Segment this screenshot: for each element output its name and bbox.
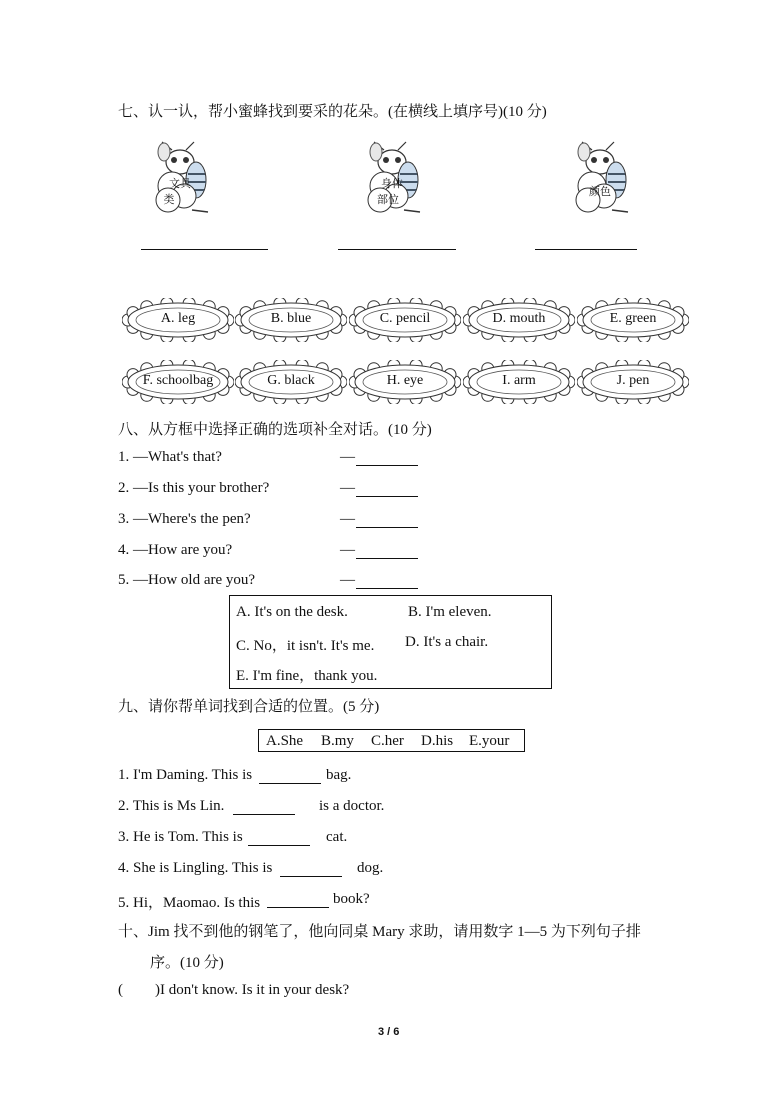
order-item-text: )I don't know. Is it in your desk? xyxy=(155,982,350,998)
bee-colours xyxy=(570,140,640,220)
order-paren-open: ( xyxy=(118,982,123,998)
answer-line[interactable] xyxy=(141,249,268,250)
bee-label-line2: 部位 xyxy=(377,193,399,206)
flower-option xyxy=(349,298,461,342)
flower-label: H. eye xyxy=(386,373,424,388)
option-b: B. I'm eleven. xyxy=(408,604,492,620)
bee-label-line1: 身体 xyxy=(381,177,403,190)
word-option: B.my xyxy=(321,733,354,749)
answer-line[interactable] xyxy=(356,558,418,559)
answer-line[interactable] xyxy=(356,496,418,497)
fill-blank[interactable] xyxy=(233,814,295,815)
word-box xyxy=(258,729,525,752)
flower-label: C. pencil xyxy=(379,311,431,326)
flower-label: A. leg xyxy=(160,311,196,326)
bee-stationery xyxy=(150,140,220,220)
fill-item-2-before: 2. This is Ms Lin. xyxy=(118,798,225,814)
question-2: 2. —Is this your brother? xyxy=(118,480,270,496)
section8-title: 八、从方框中选择正确的选项补全对话。(10 分) xyxy=(118,422,432,438)
flower-label: I. arm xyxy=(502,373,536,388)
answer-dash: — xyxy=(340,572,355,588)
option-a: A. It's on the desk. xyxy=(236,604,348,620)
answer-line[interactable] xyxy=(356,465,418,466)
order-blank[interactable] xyxy=(126,982,156,1000)
fill-item-5-before: 5. Hi，Maomao. Is this xyxy=(118,895,261,911)
fill-blank[interactable] xyxy=(267,907,329,908)
fill-blank[interactable] xyxy=(248,845,310,846)
flower-label: F. schoolbag xyxy=(142,373,214,388)
question-3: 3. —Where's the pen? xyxy=(118,511,251,527)
bee-icon xyxy=(570,140,640,220)
question-5: 5. —How old are you? xyxy=(118,572,256,588)
page-number: 3 / 6 xyxy=(378,1026,400,1038)
fill-item-3-after: cat. xyxy=(326,829,348,845)
fill-blank[interactable] xyxy=(280,876,342,877)
option-d: D. It's a chair. xyxy=(405,634,489,650)
fill-blank[interactable] xyxy=(259,783,321,784)
answer-dash: — xyxy=(340,449,355,465)
fill-item-4-after: dog. xyxy=(357,860,384,876)
answer-dash: — xyxy=(340,511,355,527)
flower-label: G. black xyxy=(267,373,315,388)
flower-option xyxy=(577,360,689,404)
answer-line[interactable] xyxy=(356,527,418,528)
bee-label-line1: 颜色 xyxy=(589,185,611,198)
option-e: E. I'm fine，thank you. xyxy=(236,668,378,684)
fill-item-1-after: bag. xyxy=(326,767,352,783)
flower-option xyxy=(235,360,347,404)
answer-line[interactable] xyxy=(535,249,637,250)
question-1: 1. —What's that? xyxy=(118,449,222,465)
section10-title-line2: 序。(10 分) xyxy=(150,955,224,971)
flower-option xyxy=(463,360,575,404)
answer-line[interactable] xyxy=(338,249,456,250)
word-option: E.your xyxy=(469,733,510,749)
word-option: D.his xyxy=(421,733,454,749)
word-option: A.She xyxy=(266,733,304,749)
flower-option xyxy=(235,298,347,342)
word-option: C.her xyxy=(371,733,404,749)
bee-label-line2: 类 xyxy=(163,193,175,206)
answer-line[interactable] xyxy=(356,588,418,589)
flower-option xyxy=(577,298,689,342)
flower-label: J. pen xyxy=(616,373,650,388)
question-4: 4. —How are you? xyxy=(118,542,233,558)
section7-title: 七、认一认，帮小蜜蜂找到要采的花朵。(在横线上填序号)(10 分) xyxy=(118,104,547,120)
bee-label-line1: 文具 xyxy=(169,177,191,190)
answer-dash: — xyxy=(340,542,355,558)
fill-item-3-before: 3. He is Tom. This is xyxy=(118,829,243,845)
options-box xyxy=(229,595,552,689)
bee-body-parts xyxy=(362,140,432,220)
fill-item-5-after: book? xyxy=(333,891,370,907)
section9-title: 九、请你帮单词找到合适的位置。(5 分) xyxy=(118,699,380,715)
flower-label: E. green xyxy=(609,311,657,326)
flower-option xyxy=(463,298,575,342)
flower-label: D. mouth xyxy=(492,311,546,326)
flower-option xyxy=(122,298,234,342)
flower-option xyxy=(349,360,461,404)
option-c: C. No，it isn't. It's me. xyxy=(236,638,375,654)
flower-label: B. blue xyxy=(270,311,312,326)
flower-option xyxy=(122,360,234,404)
fill-item-2-after: is a doctor. xyxy=(319,798,385,814)
fill-item-4-before: 4. She is Lingling. This is xyxy=(118,860,273,876)
answer-dash: — xyxy=(340,480,355,496)
fill-item-1-before: 1. I'm Daming. This is xyxy=(118,767,253,783)
section10-title-line1: 十、Jim 找不到他的钢笔了，他向同桌 Mary 求助，请用数字 1—5 为下列句子排 xyxy=(118,924,641,940)
